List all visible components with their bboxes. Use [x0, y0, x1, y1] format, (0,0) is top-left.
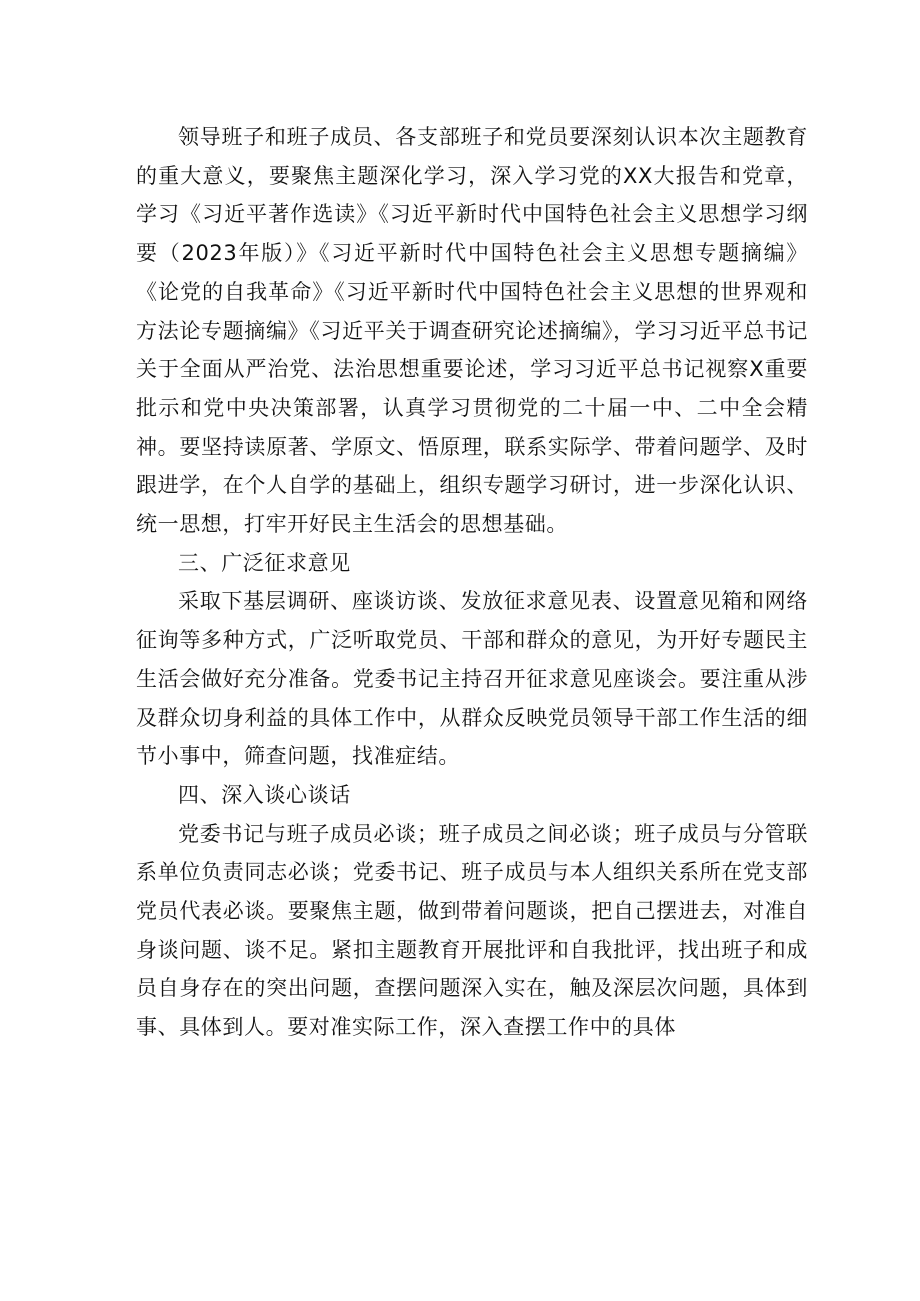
document-body: [136, 118, 808, 1047]
paragraph-solicit-opinions: 采取下基层调研、座谈访谈、发放征求意见表、设置意见箱和网络征询等多种方式，广泛听取党员、干部和群众的意见，为开好专题民主生活会做好充分准备。党委书记主持召开征求意见座谈会。要注重从涉及群众切身利益的具体工作中，从群众反映党员领导干部工作生活的细节小事中，筛查问题，找准症结。: [136, 589, 808, 769]
paragraph-study-requirements: 领导班子和班子成员、各支部班子和党员要深刻认识本次主题教育的重大意义，要聚焦主题深化学习，深入学习党的XX大报告和党章，学习《习近平著作选读》《习近平新时代中国特色社会主义思想学习纲要（2023年版）》《习近平新时代中国特色社会主义思想专题摘编》《论党的自我革命》《习近平新时代中国特色社会主义思想的世界观和方法论专题摘编》《习近平关于调查研究论述摘编》，学习习近平总书记关于全面从严治党、法治思想重要论述，学习习近平总书记视察X重要批示和党中央决策部署，认真学习贯彻党的二十届一中、二中全会精神。要坚持读原著、学原文、悟原理，联系实际学、带着问题学、及时跟进学，在个人自学的基础上，组织专题学习研讨，进一步深化认识、统一思想，打牢开好民主生活会的思想基础。: [136, 125, 808, 537]
section-heading-heart-to-heart-talks: 四、深入谈心谈话: [178, 782, 351, 807]
paragraph-heart-to-heart-talks: 党委书记与班子成员必谈；班子成员之间必谈；班子成员与分管联系单位负责同志必谈；党委书记、班子成员与本人组织关系所在党支部党员代表必谈。要聚焦主题，做到带着问题谈，把自己摆进去，对准自身谈问题、谈不足。紧扣主题教育开展批评和自我批评，找出班子和成员自身存在的突出问题，查摆问题深入实在，触及深层次问题，具体到事、具体到人。要对准实际工作，深入查摆工作中的具体: [136, 821, 808, 1040]
section-heading-solicit-opinions: 三、广泛征求意见: [178, 550, 351, 575]
